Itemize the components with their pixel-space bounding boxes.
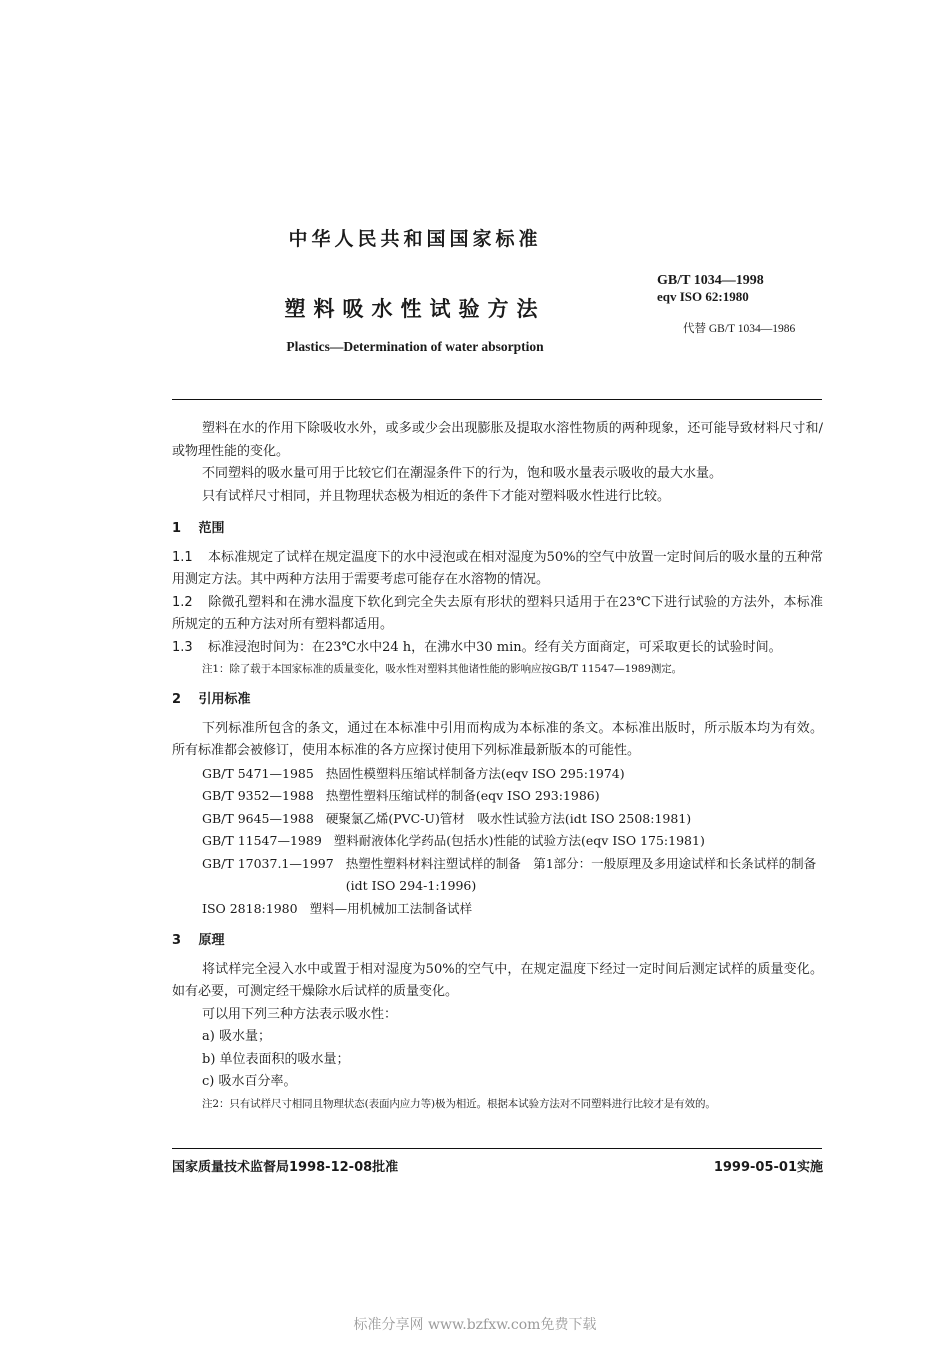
reference-title: 塑料—用机械加工法制备试样 (309, 900, 473, 916)
standard-title: 塑料吸水性试验方法 (284, 297, 546, 321)
section-number: 2 (172, 692, 182, 707)
implementation-date: 1999-05-01实施 (713, 1160, 823, 1175)
clause (172, 547, 823, 592)
clause-number: 1.3 (172, 639, 193, 655)
section-number: 3 (172, 933, 182, 948)
reference-entry (172, 853, 823, 898)
reference-title: 热塑性塑料压缩试样的制备(eqv ISO 293:1986) (325, 788, 600, 803)
section-title: 原理 (198, 933, 225, 948)
approval-date: 国家质量技术监督局1998-12-08批准 (172, 1160, 399, 1175)
section-title: 范围 (198, 521, 225, 536)
section-heading-principle (172, 930, 823, 953)
intro-paragraph: 不同塑料的吸水量可用于比较它们在潮湿条件下的行为，饱和吸水量表示吸收的最大水量。 (202, 466, 723, 481)
section-number: 1 (172, 521, 182, 536)
standard-title-english: Plastics—Determination of water absorption (286, 339, 544, 354)
reference-code: ISO 2818:1980 (202, 900, 298, 916)
reference-title: 塑料耐液体化学药品(包括水)性能的试验方法(eqv ISO 175:1981) (333, 833, 705, 848)
reference-entry (172, 808, 823, 831)
reference-entry (172, 785, 823, 808)
standard-codes (657, 272, 764, 304)
note-1: 注1：除了载于本国家标准的质量变化，吸水性对塑料其他诸性能的影响应按GB/T 11547—1989测定。 (202, 663, 683, 675)
document-body (172, 418, 823, 1114)
reference-entry (172, 830, 823, 853)
principle-methods-intro: 可以用下列三种方法表示吸水性： (202, 1006, 398, 1022)
standard-code: GB/T 1034—1998 (657, 273, 764, 288)
footer-divider (172, 1148, 822, 1149)
intro-paragraph: 塑料在水的作用下除吸收水外，或多或少会出现膨胀及提取水溶性物质的两种现象，还可能导致材料尺寸和/或物理性能的变化。 (172, 421, 823, 459)
reference-entry (172, 763, 823, 786)
section-heading-scope (172, 518, 823, 541)
header-divider (172, 399, 822, 400)
clause (172, 637, 823, 660)
reference-code: GB/T 9352—1988 (202, 788, 314, 803)
clause (172, 592, 823, 637)
clause-text: 标准浸泡时间为：在23℃水中24 h，在沸水中30 min。经有关方面商定，可采取更长的试验时间。 (208, 639, 782, 655)
clause-number: 1.1 (172, 549, 193, 565)
replaces-standard: 代替 GB/T 1034—1986 (683, 323, 796, 335)
reference-title: 热固性模塑料压缩试样制备方法(eqv ISO 295:1974) (325, 765, 625, 781)
section-title: 引用标准 (198, 692, 251, 707)
section-heading-references (172, 689, 823, 712)
list-item: c) 吸水百分率。 (202, 1074, 297, 1089)
note-2: 注2：只有试样尺寸相同且物理状态(表面内应力等)极为相近。根据本试验方法对不同塑料进行比较才是有效的。 (202, 1097, 716, 1110)
reference-code: GB/T 17037.1—1997 (202, 855, 334, 871)
reference-entry (172, 898, 823, 921)
clause-number: 1.2 (172, 594, 193, 610)
national-standard-heading: 中华人民共和国国家标准 (288, 228, 542, 250)
references-intro: 下列标准所包含的条文，通过在本标准中引用而构成为本标准的条文。本标准出版时，所示版本均为有效。所有标准都会被修订，使用本标准的各方应探讨使用下列标准最新版本的可能性。 (172, 720, 823, 758)
list-item: b) 单位表面积的吸水量； (202, 1051, 350, 1067)
reference-title: 硬聚氯乙烯(PVC-U)管材 吸水性试验方法(idt ISO 2508:1981) (325, 810, 692, 826)
clause-text: 除微孔塑料和在沸水温度下软化到完全失去原有形状的塑料只适用于在23℃下进行试验的方法外，本标准所规定的五种方法对所有塑料都适用。 (172, 594, 823, 632)
equivalent-standard: eqv ISO 62:1980 (657, 289, 749, 304)
intro-paragraph: 只有试样尺寸相同，并且物理状态极为相近的条件下才能对塑料吸水性进行比较。 (202, 488, 671, 504)
watermark-text: 标准分享网 www.bzfxw.com免费下载 (353, 1317, 597, 1333)
reference-title: 热塑性塑料材料注塑试样的制备 第1部分：一般原理及多用途试样和长条试样的制备(idt ISO 294-1:1996) (345, 855, 817, 893)
clause-text: 本标准规定了试样在规定温度下的水中浸泡或在相对湿度为50%的空气中放置一定时间后的吸水量的五种常用测定方法。其中两种方法用于需要考虑可能存在水溶物的情况。 (172, 549, 823, 587)
reference-code: GB/T 9645—1988 (202, 810, 314, 826)
reference-code: GB/T 11547—1989 (202, 833, 322, 848)
reference-code: GB/T 5471—1985 (202, 765, 314, 781)
list-item: a) 吸水量； (202, 1029, 271, 1044)
principle-paragraph: 将试样完全浸入水中或置于相对湿度为50%的空气中，在规定温度下经过一定时间后测定试样的质量变化。如有必要，可测定经干燥除水后试样的质量变化。 (172, 961, 823, 999)
